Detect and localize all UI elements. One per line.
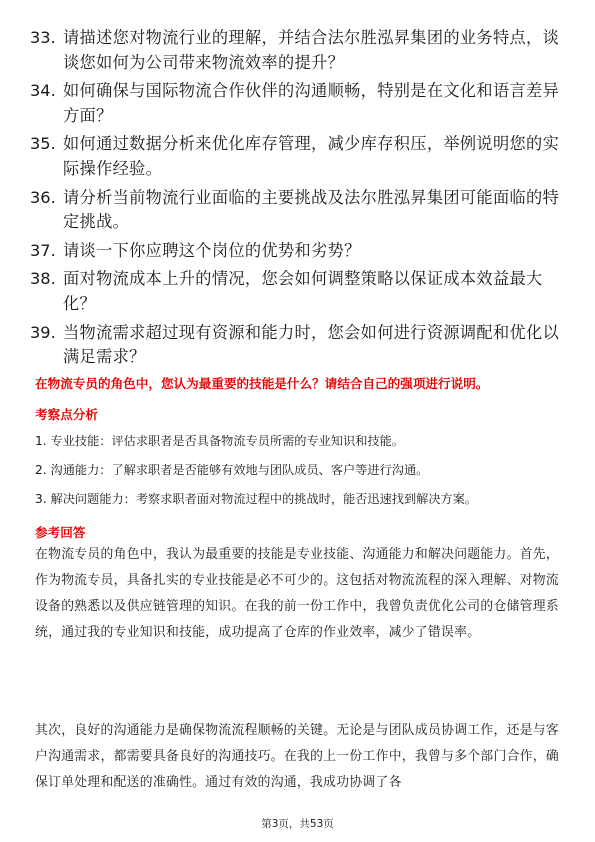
- list-item: [30, 79, 565, 128]
- list-item: [30, 321, 565, 370]
- question-list: [30, 26, 565, 374]
- question-text: 面对物流成本上升的情况，您会如何调整策略以保证成本效益最大化？: [63, 269, 543, 313]
- question-number: 33.: [30, 28, 56, 47]
- list-item: [30, 239, 565, 264]
- answer-paragraph: 在物流专员的角色中，我认为最重要的技能是专业技能、沟通能力和解决问题能力。首先，作为物流专员，具备扎实的专业技能是必不可少的。这包括对物流流程的深入理解、对物流设备的熟悉以及供应链管理的知识。在我的前一份工作中，我曾负责优化公司的仓储管理系统，通过我的专业知识和技能，成功提高了仓库的作业效率，减少了错误率。: [35, 547, 559, 640]
- list-item: [30, 26, 565, 75]
- question-number: 34.: [30, 81, 56, 101]
- page-footer: 第3页，共53页: [261, 818, 334, 830]
- question-number: 36.: [30, 187, 56, 207]
- analysis-item: 2. 沟通能力：了解求职者是否能够有效地与团队成员、客户等进行沟通。: [35, 463, 429, 477]
- question-text: 如何确保与国际物流合作伙伴的沟通顺畅，特别是在文化和语言差异方面？: [63, 81, 560, 125]
- featured-question: 在物流专员的角色中，您认为最重要的技能是什么？请结合自己的强项进行说明。: [35, 376, 489, 391]
- question-text: 请谈一下你应聘这个岗位的优势和劣势？: [63, 240, 361, 260]
- question-number: 37.: [30, 240, 56, 260]
- analysis-item: 1. 专业技能：评估求职者是否具备物流专员所需的专业知识和技能。: [35, 434, 404, 448]
- question-text: 当物流需求超过现有资源和能力时，您会如何进行资源调配和优化以满足需求？: [63, 322, 560, 367]
- question-text: 如何通过数据分析来优化库存管理，减少库存积压，举例说明您的实际操作经验。: [63, 134, 560, 178]
- answer-heading: 参考回答: [35, 525, 86, 540]
- question-number: 35.: [30, 134, 56, 154]
- list-item: [30, 267, 565, 316]
- question-number: 39.: [30, 322, 56, 342]
- analysis-item: 3. 解决问题能力：考察求职者面对物流过程中的挑战时，能否迅速找到解决方案。: [35, 492, 478, 506]
- answer-paragraph: 其次，良好的沟通能力是确保物流流程顺畅的关键。无论是与团队成员协调工作，还是与客户沟通需求，都需要具备良好的沟通技巧。在我的上一份工作中，我曾与多个部门合作，确保订单处理和配送的准确性。通过有效的沟通，我成功协调了各: [35, 723, 559, 790]
- list-item: [30, 132, 565, 181]
- question-text: 请描述您对物流行业的理解，并结合法尔胜泓昇集团的业务特点，谈谈您如何为公司带来物流效率的提升？: [63, 28, 560, 72]
- analysis-heading: 考察点分析: [35, 407, 98, 422]
- question-number: 38.: [30, 269, 56, 289]
- question-text: 请分析当前物流行业面临的主要挑战及法尔胜泓昇集团可能面临的特定挑战。: [63, 187, 560, 232]
- list-item: [30, 186, 565, 235]
